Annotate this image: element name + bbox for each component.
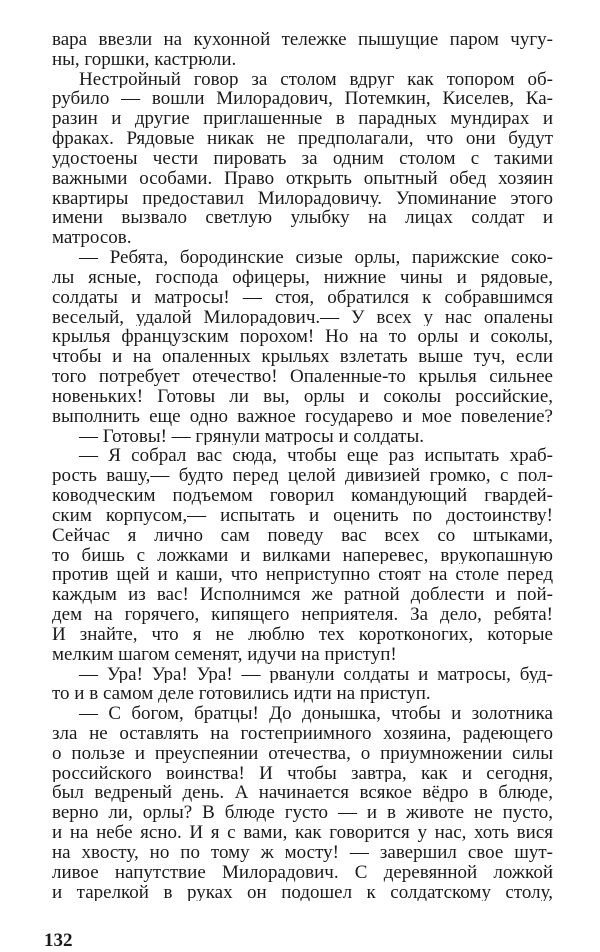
text-line: того потребует отечество! Опаленные-то крылья сильнее [52,366,553,386]
page-number: 132 [44,930,73,951]
text-line: дем на горячего, кипящего неприятеля. За дело, ребята! [52,604,553,624]
text-line: — Я собрал вас сюда, чтобы еще раз испытать храб- [79,445,553,466]
text-line: на хвосту, но по тому ж мосту! — завершил свое шут- [52,841,553,862]
text-line: выполнить еще одно важное государево и мое повеление? [52,405,553,426]
text-line: Сейчас я лично сам поведу вас всех со штыками, [52,524,553,545]
text-line: важными особами. Право открыть опытный обед хозяин [52,167,553,188]
text-line: — С богом, братцы! До донышка, чтобы и золотника [79,703,553,723]
text-line: — Ура! Ура! Ура! — рванули солдаты и матросы, буд- [79,663,553,684]
text-line: ководческим подъемом говорил командующий гвардей- [52,485,553,505]
text-line: то и в самом деле готовились идти на приступ. [52,683,431,704]
text-line: каждым из вас! Исполнимся же ратной доблести и пой- [52,584,553,605]
text-line: ским корпусом,— испытать и оценить по достоинству! [52,504,553,525]
text-line: удостоены чести пировать за одним столом с такими [52,147,553,168]
text-line: ны, горшки, кастрюли. [52,48,237,69]
text-line: российского воинства! И чтобы завтра, как и сегодня, [52,762,553,783]
text-line: — Ребята, бородинские сизые орлы, парижские соко- [79,247,553,267]
text-line: квартиры предоставил Милорадовичу. Упоминание этого [52,187,553,208]
text-line: и на небе ясно. И я с вами, как говорится у нас, хоть вися [52,822,553,842]
text-line: лы ясные, господа офицеры, нижние чины и рядовые, [52,266,553,287]
text-line: И знайте, что я не люблю тех коротконогих, которые [52,623,553,644]
text-line: фраках. Рядовые никак не предполагали, что они будут [52,128,553,148]
text-line: о пользе и преуспеянии отечества, о приумножении силы [52,742,553,763]
page-body-text [52,29,553,901]
text-line: веселый, удалой Милорадович.— У всех у нас опалены [52,306,553,327]
text-line: матросов. [52,227,132,248]
text-line: против щей и каши, что неприступно стоят на столе перед [52,564,553,585]
text-line: то бишь с ложками и вилками наперевес, врукопашную [52,544,553,565]
text-line: верно ли, орлы? В блюде густо — и в животе не пусто, [52,802,553,823]
text-line: вара ввезли на кухонной тележке пышущие паром чугу- [52,29,553,49]
text-line: солдаты и матросы! — стоя, обратился к собравшимся [52,286,553,307]
text-line: рубило — вошли Милорадович, Потемкин, Киселев, Ка- [52,88,553,109]
text-line: новеньких! Готовы ли вы, орлы и соколы российские, [52,385,553,406]
text-line: чтобы и на опаленных крыльях взлетать выше туч, если [52,346,553,367]
text-line: и тарелкой в руках он подошел к солдатскому столу, [52,881,553,902]
text-line: Нестройный говор за столом вдруг как топором об- [79,68,553,89]
text-line: ливое напутствие Милорадович. С деревянной ложкой [52,861,553,882]
text-line: разин и другие приглашенные в парадных мундирах и [52,108,553,129]
text-line: рость вашу,— будто перед целой дивизией громко, с пол- [52,465,553,486]
text-line: — Готовы! — грянули матросы и солдаты. [79,425,424,446]
text-line: был ведреный день. А начинается всякое вёдро в блюде, [52,782,553,803]
text-line: мелким шагом семенят, идучи на приступ! [52,643,397,664]
text-line: имени вызвало светлую улыбку на лицах солдат и [52,207,553,228]
text-line: зла не оставлять на гостеприимного хозяина, радеющего [52,722,553,743]
text-line: крылья французским порохом! Но на то орлы и соколы, [52,326,553,347]
